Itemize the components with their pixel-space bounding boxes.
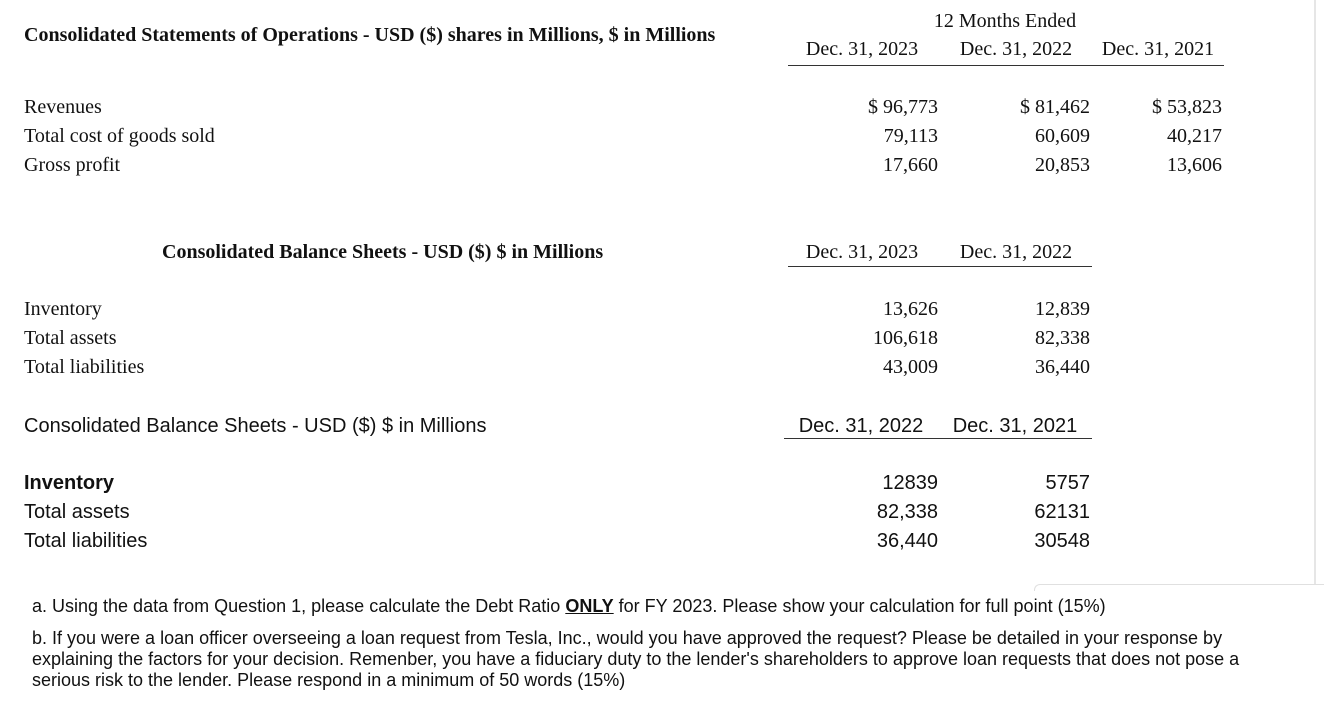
cell: 12,839: [1035, 298, 1090, 320]
page-edge-horizontal: [1034, 584, 1324, 591]
cell: 43,009: [883, 356, 938, 378]
cell: 79,113: [883, 125, 938, 147]
cell: 30548: [1034, 530, 1090, 552]
ops-header-underline: [788, 65, 1224, 66]
cell: 82,338: [876, 501, 938, 523]
cell: 13,606: [1167, 154, 1222, 176]
row-label: Total assets: [24, 327, 117, 349]
cell: 106,618: [873, 327, 938, 349]
bs1-col-2023: Dec. 31, 2023: [805, 241, 919, 263]
row-label: Total liabilities: [24, 356, 145, 378]
cell: 60,609: [1035, 125, 1090, 147]
cell: $ 96,773: [868, 96, 938, 118]
ops-title: Consolidated Statements of Operations - USD ($) shares in Millions, $ in Millions: [24, 24, 716, 46]
bs2-col-2022: Dec. 31, 2022: [798, 415, 924, 437]
row-label: Total assets: [24, 501, 130, 523]
cell: $ 81,462: [1020, 96, 1090, 118]
cell: 13,626: [883, 298, 938, 320]
bs2-header-underline: [784, 438, 1092, 439]
ops-col-2022: Dec. 31, 2022: [959, 38, 1073, 60]
row-label: Inventory: [24, 298, 102, 320]
bs1-title: Consolidated Balance Sheets - USD ($) $ in Millions: [162, 241, 604, 263]
bs1-header-underline: [788, 266, 1092, 267]
question-a-text: a. Using the data from Question 1, please calculate the Debt Ratio: [32, 596, 566, 616]
cell: 82,338: [1035, 327, 1090, 349]
cell: 5757: [1045, 472, 1090, 494]
cell: 36,440: [1035, 356, 1090, 378]
bs1-col-2022: Dec. 31, 2022: [959, 241, 1073, 263]
cell: 17,660: [883, 154, 938, 176]
ops-col-2021: Dec. 31, 2021: [1101, 38, 1215, 60]
row-label: Total cost of goods sold: [24, 125, 215, 147]
row-label: Revenues: [24, 96, 102, 118]
page-edge-vertical: [1314, 0, 1316, 584]
cell: 62131: [1034, 501, 1090, 523]
ops-col-2023: Dec. 31, 2023: [805, 38, 919, 60]
question-a-text-end: for FY 2023. Please show your calculation for full point (15%): [613, 596, 1106, 616]
ops-period-header: 12 Months Ended: [933, 10, 1077, 32]
question-a: [32, 596, 1272, 617]
cell: $ 53,823: [1152, 96, 1222, 118]
cell: 36,440: [876, 530, 938, 552]
bs2-title: Consolidated Balance Sheets - USD ($) $ in Millions: [24, 415, 487, 437]
bs2-col-2021: Dec. 31, 2021: [952, 415, 1078, 437]
cell: 12839: [882, 472, 938, 494]
row-label: Inventory: [24, 472, 115, 494]
question-b: b. If you were a loan officer overseeing a loan request from Tesla, Inc., would you have approved the request? Please be detailed in your response by explaining the factors for your decision. Remenber, you have a fiduciary duty to the lender's shareholders to approve loan requests that does not pose a serious risk to the lender. Please respond in a minimum of 50 words (15%): [32, 628, 1240, 690]
row-label: Total liabilities: [24, 530, 148, 552]
question-a-emphasis: ONLY: [565, 596, 614, 616]
row-label: Gross profit: [24, 154, 121, 176]
cell: 40,217: [1167, 125, 1222, 147]
cell: 20,853: [1035, 154, 1090, 176]
